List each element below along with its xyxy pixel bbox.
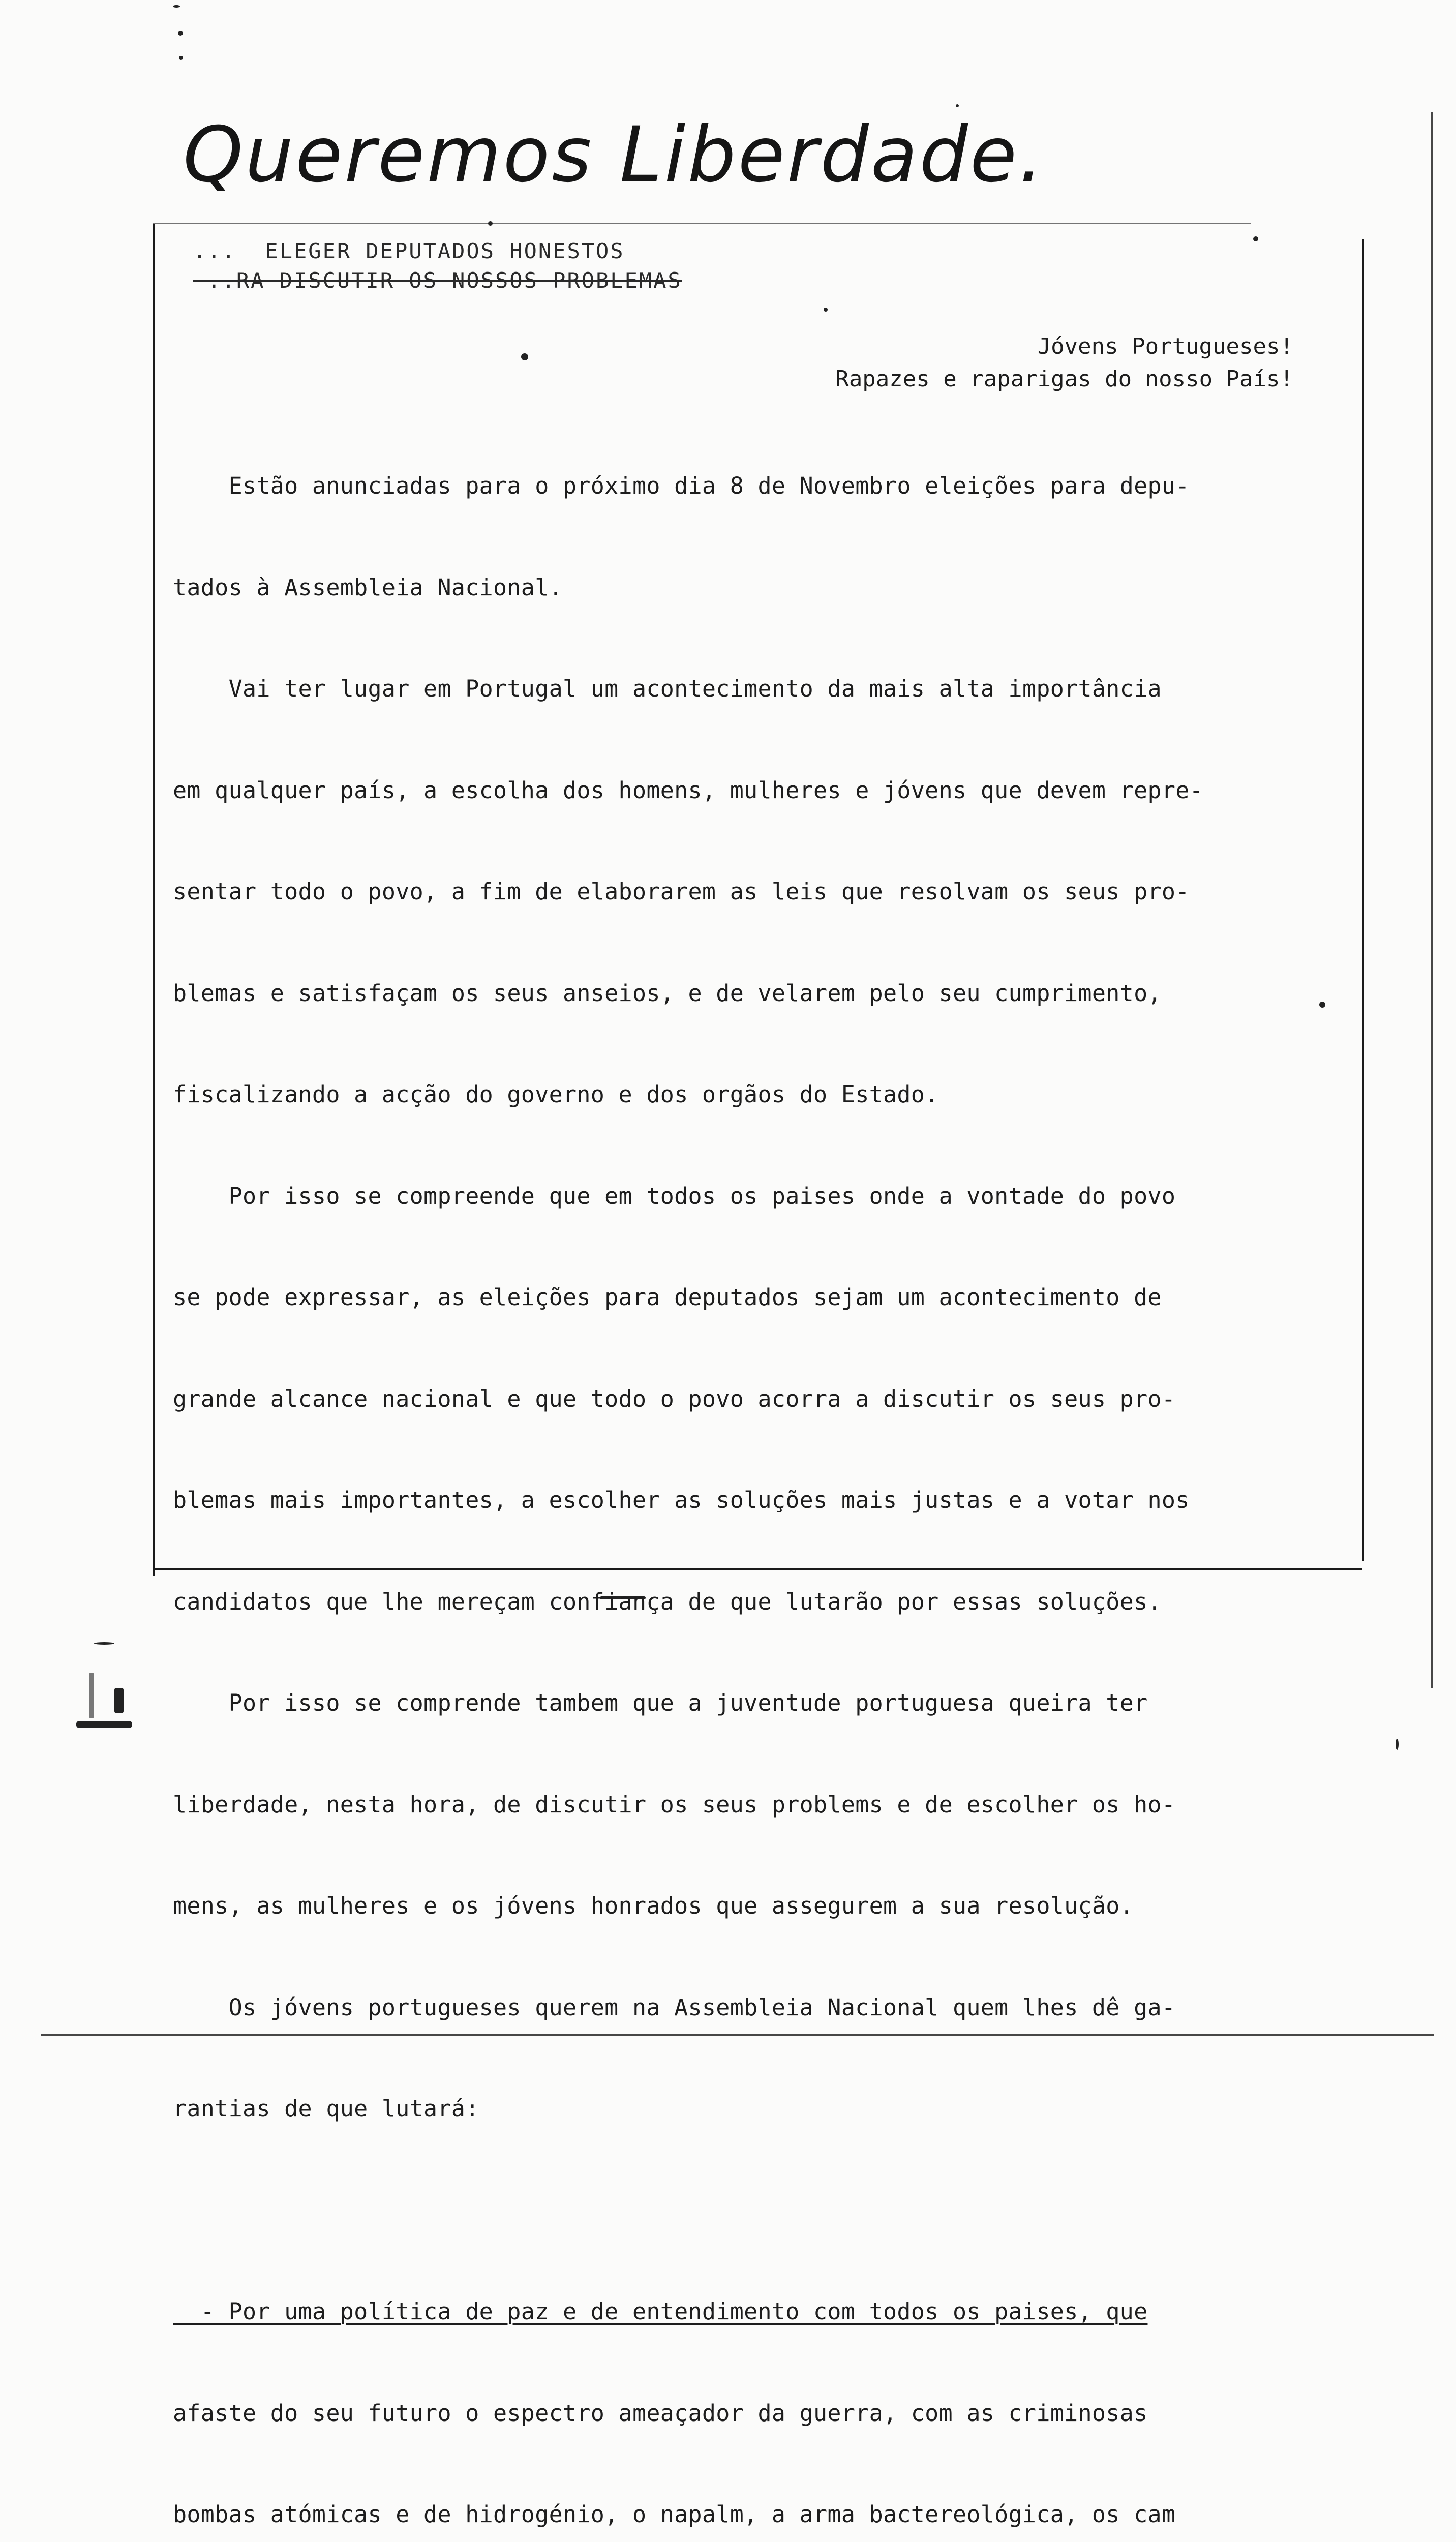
salutation-line-2: Rapazes e raparigas do nosso País!: [835, 366, 1293, 392]
page-edge-right: [1431, 112, 1433, 1688]
text-line: sentar todo o povo, a fim de elaborarem as leis que resolvam os seus pro-: [173, 878, 1190, 905]
speck: [521, 353, 528, 360]
text-line: rantias de que lutará:: [173, 2095, 479, 2122]
speck: [89, 1673, 94, 1718]
text-line: mens, as mulheres e os jóvens honrados que assegurem a sua resolução.: [173, 1892, 1134, 1919]
speck: [1253, 236, 1258, 241]
text-line: Vai ter lugar em Portugal um acontecimento da mais alta importância: [173, 675, 1162, 702]
text-line: blemas mais importantes, a escolher as soluções mais justas e a votar nos: [173, 1487, 1190, 1514]
heading-line-2: ..RA DISCUTIR OS NOSSOS PROBLEMAS: [193, 268, 682, 293]
speck: [178, 31, 183, 36]
speck: [1396, 1739, 1399, 1750]
text-line: blemas e satisfaçam os seus anseios, e de velarem pelo seu cumprimento,: [173, 979, 1162, 1007]
text-line: fiscalizando a acção do governo e dos orgãos do Estado.: [173, 1081, 939, 1108]
speck: [824, 308, 828, 312]
speck: [114, 1688, 124, 1713]
text-line: Os jóvens portugueses querem na Assembleia Nacional quem lhes dê ga-: [173, 1993, 1176, 2021]
speck: [179, 56, 183, 60]
text-line: grande alcance nacional e que todo o povo acorra a discutir os seus pro-: [173, 1385, 1176, 1412]
text-line: afaste do seu futuro o espectro ameaçador da guerra, com as criminosas: [173, 2399, 1148, 2427]
text-line: candidatos que lhe mereçam confiança de que lutarão por essas soluções.: [173, 1588, 1162, 1615]
text-line: em qualquer país, a escolha dos homens, mulheres e jóvens que devem repre-: [173, 776, 1204, 804]
speck: [956, 104, 959, 107]
text-line: tados à Assembleia Nacional.: [173, 573, 563, 601]
text-line: bombas atómicas e de hidrogénio, o napalm, a arma bactereológica, os cam: [173, 2501, 1176, 2528]
speck: [488, 221, 493, 226]
text-line: liberdade, nesta hora, de discutir os seus problems e de escolher os ho-: [173, 1791, 1176, 1818]
left-border-line: [153, 224, 155, 1576]
salutation-line-1: Jóvens Portugueses!: [1037, 334, 1293, 359]
speck: [76, 1721, 132, 1728]
speck: [173, 5, 180, 8]
right-border-line: [1362, 239, 1364, 1561]
page-title: Queremos Liberdade.: [183, 111, 1045, 199]
text-line: Por isso se compreende que em todos os paises onde a vontade do povo: [173, 1182, 1176, 1209]
top-border-line: [153, 223, 1251, 224]
text-line: se pode expressar, as eleições para deputados sejam um acontecimento de: [173, 1284, 1162, 1311]
text-line: Por isso se comprende tambem que a juventude portuguesa queira ter: [173, 1689, 1148, 1716]
text-line: - Por uma política de paz e de entendimento com todos os paises, que: [173, 2298, 1148, 2325]
text-line: [173, 2194, 1357, 2228]
body-text: [173, 402, 1357, 2542]
speck: [94, 1642, 114, 1645]
salutation-block: [835, 330, 1293, 396]
text-line: Estão anunciadas para o próximo dia 8 de Novembro eleições para depu-: [173, 472, 1190, 499]
heading-block: [193, 236, 682, 295]
heading-line-1: ... ELEGER DEPUTADOS HONESTOS: [193, 238, 625, 263]
